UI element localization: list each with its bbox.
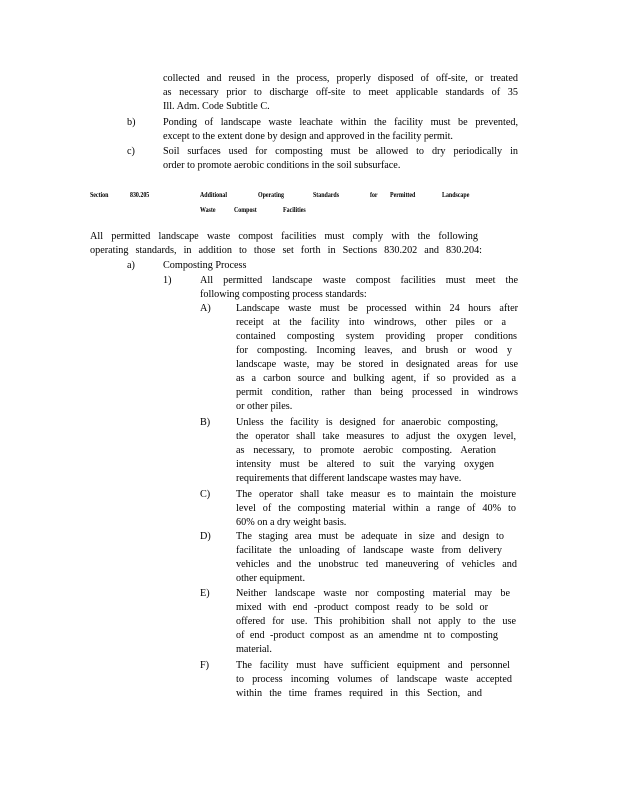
- item-b-label: b): [127, 117, 136, 128]
- section-title-word: Standards: [313, 190, 340, 199]
- item-B-line: intensity must be altered to suit the varying oxygen: [236, 459, 494, 470]
- item-E-line: offered for use. This prohibition shall not apply to the use: [236, 616, 516, 627]
- item-C-label: C): [200, 489, 211, 500]
- continuation-line-3: Ill. Adm. Code Subtitle C.: [163, 101, 270, 112]
- sub-a-label: a): [127, 260, 135, 271]
- item-F-label: F): [200, 660, 210, 671]
- section-title-word: Operating: [258, 190, 284, 199]
- item-E-line: material.: [236, 644, 272, 655]
- item-A-line: for composting. Incoming leaves, and brush or wood y: [236, 345, 512, 356]
- item-B-label: B): [200, 417, 211, 428]
- intro-line-1: All permitted landscape waste compost facilities must comply with the following: [90, 231, 478, 242]
- item-E-line: of end -product compost as an amendme nt to composting: [236, 630, 498, 641]
- item-B-line: Unless the facility is designed for anaerobic composting,: [236, 417, 498, 428]
- item-F-line: to process incoming volumes of landscape waste accepted: [236, 674, 512, 685]
- item-A-line: Landscape waste must be processed within 24 hours after: [236, 303, 518, 314]
- item-A-line: contained composting system providing proper conditions: [236, 331, 517, 342]
- item-c-line-1: Soil surfaces used for composting must be allowed to dry periodically in: [163, 146, 518, 157]
- item-c-line-2: order to promote aerobic conditions in the soil subsurface.: [163, 160, 401, 171]
- item-D-line: The staging area must be adequate in size and design to: [236, 531, 504, 542]
- sub-1-line-2: following composting process standards:: [200, 289, 367, 300]
- sub-1-line-1: All permitted landscape waste compost facilities must meet the: [200, 275, 518, 286]
- item-B-line: as necessary, to promote aerobic composting. Aeration: [236, 445, 496, 456]
- item-C-line: 60% on a dry weight basis.: [236, 517, 347, 528]
- item-A-line: receipt at the facility into windrows, other piles or a: [236, 317, 506, 328]
- item-B-line: requirements that different landscape wastes may have.: [236, 473, 462, 484]
- item-A-line: permit condition, rather than being processed in windrows: [236, 387, 518, 398]
- item-D-line: facilitate the unloading of landscape waste from delivery: [236, 545, 502, 556]
- sub-a-heading: Composting Process: [163, 260, 247, 271]
- item-b-line-2: except to the extent done by design and approved in the facility permit.: [163, 131, 453, 142]
- item-C-line: level of the composting material within a range of 40% to: [236, 503, 516, 514]
- item-c-label: c): [127, 146, 135, 157]
- continuation-line-1: collected and reused in the process, properly disposed of off-site, or treated: [163, 73, 518, 84]
- item-F-line: within the time frames required in this Section, and: [236, 688, 482, 699]
- section-title-word: Permitted: [390, 190, 416, 199]
- section-title-word: Waste: [200, 205, 216, 214]
- item-D-line: other equipment.: [236, 573, 306, 584]
- continuation-line-2: as necessary prior to discharge off-site to meet applicable standards of 35: [163, 87, 518, 98]
- item-C-line: The operator shall take measur es to maintain the moisture: [236, 489, 516, 500]
- item-A-line: landscape waste, may be stored in designated areas for use: [236, 359, 518, 370]
- item-A-line: or other piles.: [236, 401, 293, 412]
- section-title-word: Facilities: [283, 205, 306, 214]
- item-E-label: E): [200, 588, 210, 599]
- item-b-line-1: Ponding of landscape waste leachate within the facility must be prevented,: [163, 117, 518, 128]
- item-A-label: A): [200, 303, 211, 314]
- section-title-word: Landscape: [442, 190, 470, 199]
- item-E-line: Neither landscape waste nor composting material may be: [236, 588, 510, 599]
- section-title-word: for: [370, 190, 378, 199]
- section-label: Section: [90, 190, 109, 199]
- item-A-line: as a carbon source and bulking agent, if so provided as a: [236, 373, 516, 384]
- item-F-line: The facility must have sufficient equipment and personnel: [236, 660, 510, 671]
- intro-line-2: operating standards, in addition to those set forth in Sections 830.202 and 830.204:: [90, 245, 482, 256]
- sub-1-label: 1): [163, 275, 172, 286]
- section-number: 830.205: [130, 190, 150, 199]
- item-B-line: the operator shall take measures to adjust the oxygen level,: [236, 431, 516, 442]
- section-title-word: Additional: [200, 190, 227, 199]
- item-D-label: D): [200, 531, 211, 542]
- section-title-word: Compost: [234, 205, 257, 214]
- item-D-line: vehicles and the unobstruc ted maneuvering of vehicles and: [236, 559, 517, 570]
- item-E-line: mixed with end -product compost ready to be sold or: [236, 602, 488, 613]
